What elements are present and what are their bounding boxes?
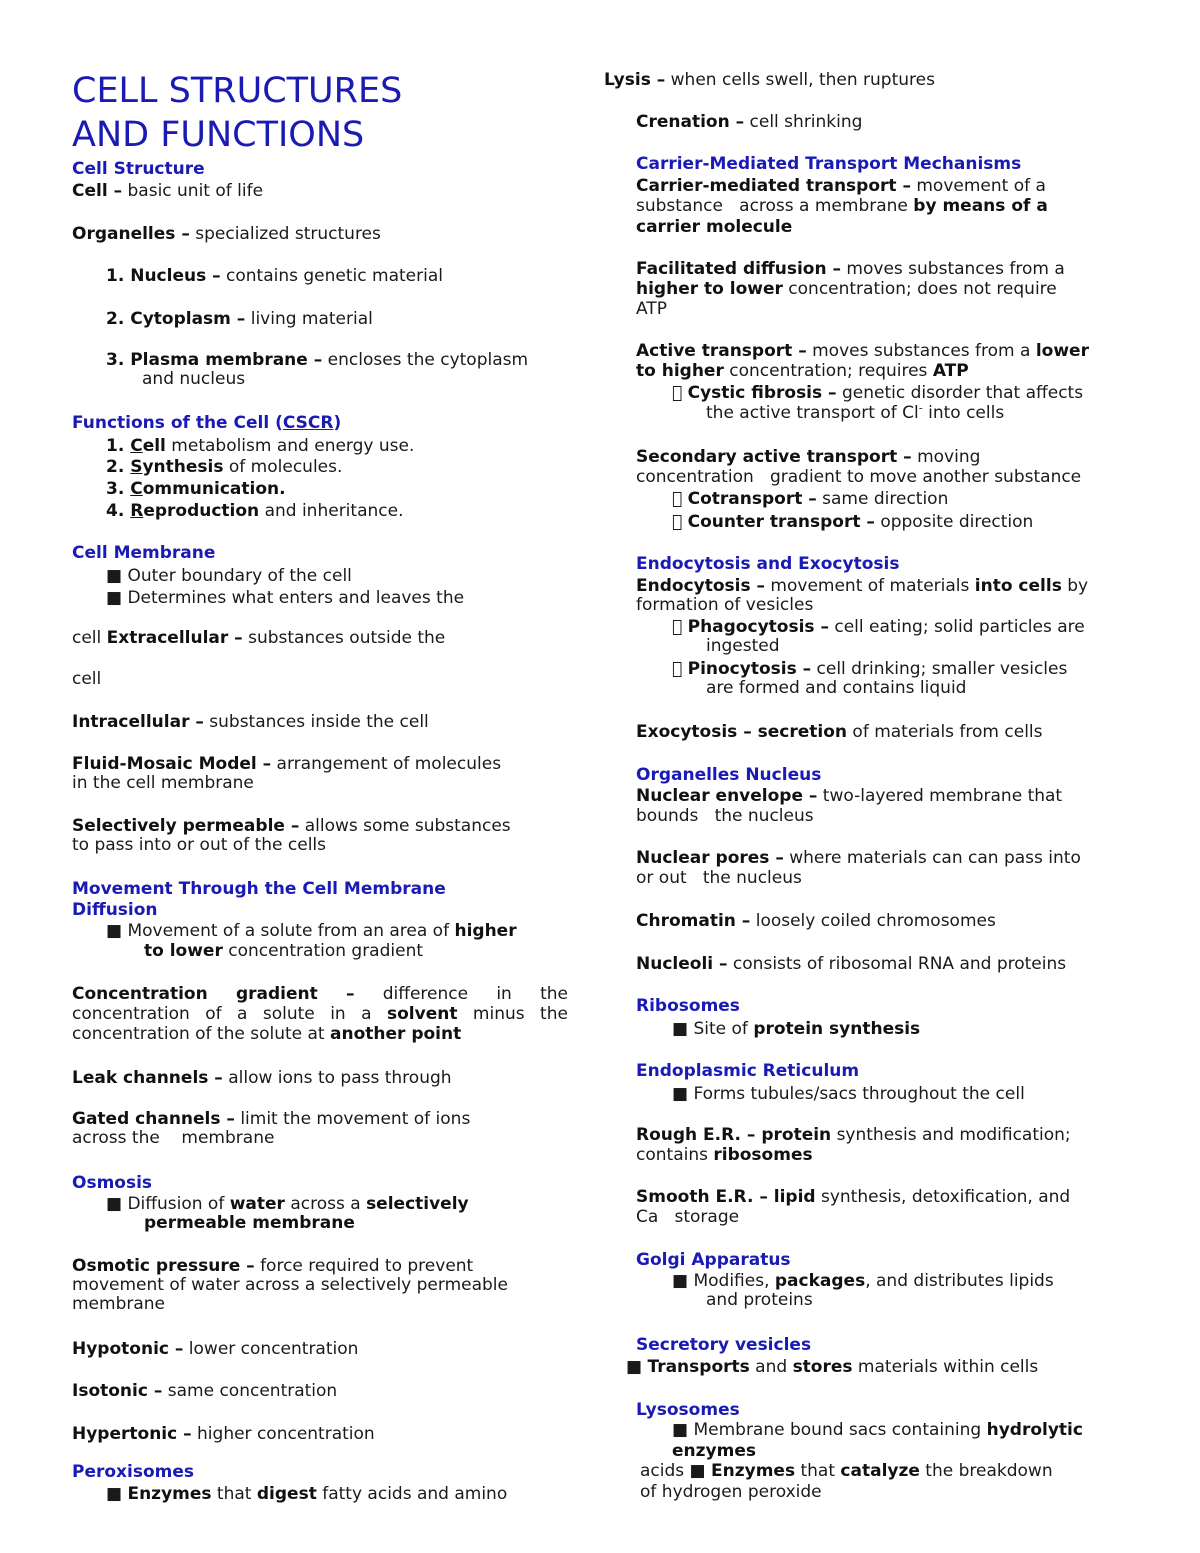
page-title-line1: CELL STRUCTURES — [72, 71, 403, 111]
heading-diffusion: Diffusion — [72, 900, 158, 920]
def-smooth-er: Smooth E.R. – lipid synthesis, detoxification, and — [636, 1187, 1071, 1207]
item-cystic-fibrosis-cont: the active transport of Cl- into cells — [706, 401, 1005, 423]
def-nuclear-envelope-cont: bounds the nucleus — [636, 806, 814, 826]
def-organelles: Organelles – specialized structures — [72, 224, 381, 244]
bullet-outer-boundary: ■ Outer boundary of the cell — [106, 566, 352, 586]
def-gated-channels: Gated channels – limit the movement of ions — [72, 1109, 471, 1129]
def-lysis: Lysis – when cells swell, then ruptures — [604, 70, 935, 90]
heading-endocytosis: Endocytosis and Exocytosis — [636, 554, 900, 574]
box-glyph-icon — [672, 512, 682, 532]
lysosomes-acids-line: acids ■ Enzymes that catalyze the breakdown — [640, 1461, 1053, 1481]
heading-carrier-mediated: Carrier-Mediated Transport Mechanisms — [636, 154, 1022, 174]
list-item-cytoplasm: 2. Cytoplasm – living material — [106, 309, 373, 329]
def-active-transport-cont: to higher concentration; requires ATP — [636, 361, 969, 381]
heading-endoplasmic-reticulum: Endoplasmic Reticulum — [636, 1061, 860, 1081]
lysosomes-hydrogen-line: of hydrogen peroxide — [640, 1482, 822, 1502]
def-concentration-gradient: Concentration gradient – difference in the — [72, 984, 568, 1004]
heading-movement: Movement Through the Cell Membrane — [72, 879, 446, 899]
def-facilitated-diffusion: Facilitated diffusion – moves substances from a — [636, 259, 1065, 279]
bullet-er: ■ Forms tubules/sacs throughout the cell — [672, 1084, 1025, 1104]
function-item-4: 4. Reproduction and inheritance. — [106, 501, 404, 521]
def-crenation: Crenation – cell shrinking — [636, 112, 863, 132]
heading-cell-structure: Cell Structure — [72, 159, 205, 179]
def-facilitated-diffusion-cont: higher to lower concentration; does not require — [636, 279, 1057, 299]
def-facilitated-diffusion-end: ATP — [636, 299, 667, 319]
function-item-1: 1. Cell metabolism and energy use. — [106, 436, 415, 456]
list-item-nucleus: 1. Nucleus – contains genetic material — [106, 266, 443, 286]
def-rough-er-cont: contains ribosomes — [636, 1145, 813, 1165]
function-item-2: 2. Synthesis of molecules. — [106, 457, 343, 477]
item-cystic-fibrosis: Cystic fibrosis – genetic disorder that affects — [672, 383, 1068, 403]
bullet-lysosomes-cont: enzymes — [672, 1441, 756, 1461]
def-osmotic-pressure-cont: movement of water across a selectively permeable — [72, 1275, 508, 1295]
def-leak-channels: Leak channels – allow ions to pass through — [72, 1068, 452, 1088]
def-rough-er: Rough E.R. – protein synthesis and modification; — [636, 1125, 1071, 1145]
box-glyph-icon — [672, 489, 682, 509]
bullet-diffusion-cont: to lower concentration gradient — [144, 941, 424, 961]
bullet-golgi: ■ Modifies, packages, and distributes lipids — [672, 1271, 1054, 1291]
def-carrier-mediated-end: carrier molecule — [636, 217, 793, 237]
box-glyph-icon — [672, 383, 682, 403]
item-phagocytosis-cont: ingested — [706, 636, 780, 656]
def-osmotic-pressure: Osmotic pressure – force required to prevent — [72, 1256, 474, 1276]
bullet-ribosomes: ■ Site of protein synthesis — [672, 1019, 921, 1039]
def-hypertonic: Hypertonic – higher concentration — [72, 1424, 375, 1444]
heading-osmosis: Osmosis — [72, 1173, 153, 1193]
def-exocytosis: Exocytosis – secretion of materials from cells — [636, 722, 1043, 742]
heading-secretory-vesicles: Secretory vesicles — [636, 1335, 812, 1355]
box-glyph-icon — [672, 659, 682, 679]
heading-cell-membrane: Cell Membrane — [72, 543, 216, 563]
heading-functions: Functions of the Cell (CSCR) — [72, 413, 342, 433]
item-pinocytosis: Pinocytosis – cell drinking; smaller vesicles — [672, 659, 1052, 679]
def-chromatin: Chromatin – loosely coiled chromosomes — [636, 911, 996, 931]
heading-golgi: Golgi Apparatus — [636, 1250, 791, 1270]
def-secondary-active-cont: concentration gradient to move another substance — [636, 467, 1082, 487]
def-selectively-permeable-cont: to pass into or out of the cells — [72, 835, 327, 855]
bullet-secretory: ■ Transports and stores materials within cells — [626, 1357, 1039, 1377]
def-isotonic: Isotonic – same concentration — [72, 1381, 338, 1401]
def-hypotonic: Hypotonic – lower concentration — [72, 1339, 359, 1359]
heading-peroxisomes: Peroxisomes — [72, 1462, 195, 1482]
bullet-peroxisomes: ■ Enzymes that digest fatty acids and amino — [106, 1484, 508, 1504]
item-cotransport: Cotransport – same direction — [672, 489, 933, 509]
def-extracellular: cell Extracellular – substances outside the — [72, 628, 446, 648]
page-title-line2: AND FUNCTIONS — [72, 115, 365, 155]
heading-lysosomes: Lysosomes — [636, 1400, 740, 1420]
def-nucleoli: Nucleoli – consists of ribosomal RNA and proteins — [636, 954, 1067, 974]
item-counter-transport: Counter transport – opposite direction — [672, 512, 1018, 532]
bullet-osmosis-cont: permeable membrane — [144, 1213, 355, 1233]
def-concentration-gradient-end: concentration of the solute at another point — [72, 1024, 462, 1044]
function-item-3: 3. Communication. — [106, 479, 286, 499]
def-fluid-mosaic-cont: in the cell membrane — [72, 773, 254, 793]
def-carrier-mediated-cont: substance across a membrane by means of a — [636, 196, 1048, 216]
bullet-determines: ■ Determines what enters and leaves the — [106, 588, 465, 608]
def-extracellular-cont: cell — [72, 669, 102, 689]
def-intracellular: Intracellular – substances inside the cell — [72, 712, 429, 732]
heading-organelles-nucleus: Organelles Nucleus — [636, 765, 822, 785]
box-glyph-icon — [672, 617, 682, 637]
bullet-lysosomes: ■ Membrane bound sacs containing hydrolytic — [672, 1420, 1083, 1440]
bullet-diffusion: ■ Movement of a solute from an area of higher — [106, 921, 517, 941]
item-phagocytosis: Phagocytosis – cell eating; solid particles are — [672, 617, 1070, 637]
def-nuclear-pores: Nuclear pores – where materials can can pass into — [636, 848, 1081, 868]
def-smooth-er-cont: Ca storage — [636, 1207, 740, 1227]
def-selectively-permeable: Selectively permeable – allows some substances — [72, 816, 511, 836]
bullet-osmosis: ■ Diffusion of water across a selectively — [106, 1194, 469, 1214]
heading-ribosomes: Ribosomes — [636, 996, 740, 1016]
def-active-transport: Active transport – moves substances from a lower — [636, 341, 1089, 361]
def-nuclear-pores-cont: or out the nucleus — [636, 868, 802, 888]
bullet-golgi-cont: and proteins — [706, 1290, 813, 1310]
def-endocytosis-cont: formation of vesicles — [636, 595, 814, 615]
list-item-plasma-membrane: 3. Plasma membrane – encloses the cytoplasm — [106, 350, 529, 370]
def-concentration-gradient-cont: concentration of a solute in a solvent minus the — [72, 1004, 568, 1024]
def-endocytosis: Endocytosis – movement of materials into cells by — [636, 576, 1089, 596]
def-osmotic-pressure-end: membrane — [72, 1294, 166, 1314]
def-gated-channels-cont: across the membrane — [72, 1128, 275, 1148]
def-carrier-mediated: Carrier-mediated transport – movement of a — [636, 176, 1046, 196]
def-cell: Cell – basic unit of life — [72, 181, 264, 201]
def-fluid-mosaic: Fluid-Mosaic Model – arrangement of molecules — [72, 754, 502, 774]
def-nuclear-envelope: Nuclear envelope – two-layered membrane that — [636, 786, 1063, 806]
list-item-plasma-membrane-cont: and nucleus — [142, 369, 246, 389]
item-pinocytosis-cont: are formed and contains liquid — [706, 678, 967, 698]
def-secondary-active: Secondary active transport – moving — [636, 447, 981, 467]
